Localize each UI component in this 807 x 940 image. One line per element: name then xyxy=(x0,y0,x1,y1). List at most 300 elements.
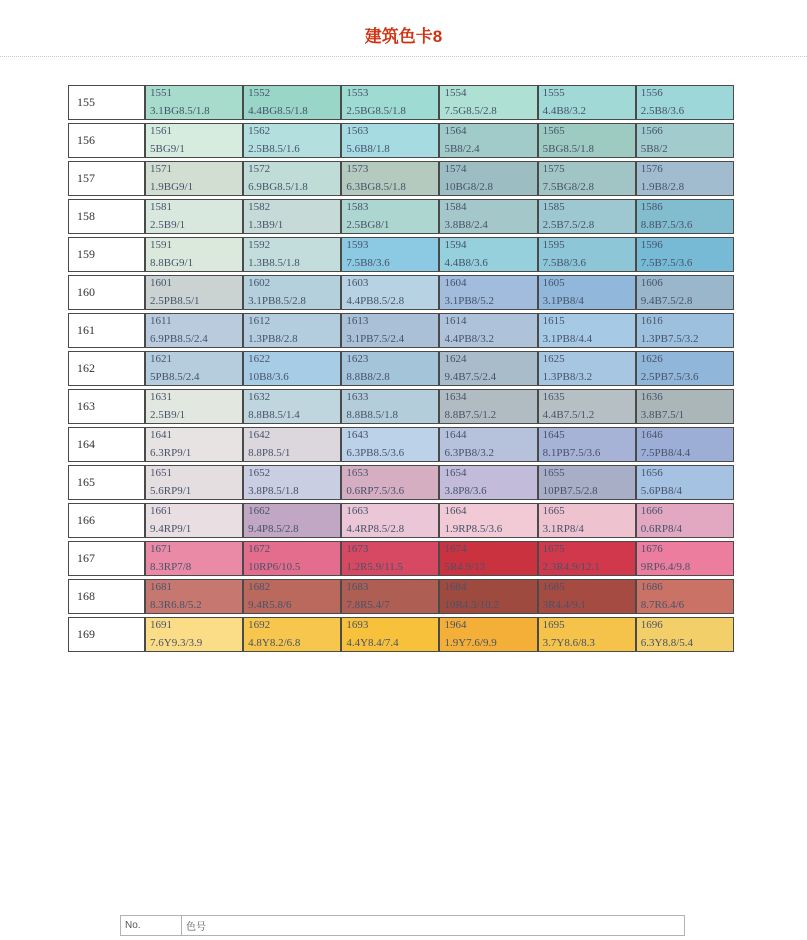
color-swatch xyxy=(439,275,537,310)
color-swatch xyxy=(145,275,243,310)
swatch-content xyxy=(150,467,240,498)
table-row xyxy=(68,237,734,272)
swatch-code: 1672 xyxy=(248,543,271,555)
swatch-code: 1685 xyxy=(542,581,565,593)
swatch-content xyxy=(543,125,633,156)
color-swatch xyxy=(243,351,341,386)
swatch-content xyxy=(543,467,633,498)
swatch-notation: 8.1PB7.5/3.6 xyxy=(542,447,601,459)
color-swatch xyxy=(538,503,636,538)
swatch-code: 1604 xyxy=(444,277,467,289)
color-swatch xyxy=(636,427,734,462)
swatch-notation: 3.8P8/3.6 xyxy=(444,485,487,497)
swatch-code: 1622 xyxy=(248,353,271,365)
color-swatch xyxy=(341,123,439,158)
swatch-content xyxy=(543,581,633,612)
swatch-content xyxy=(543,277,633,308)
swatch-code: 1612 xyxy=(248,315,271,327)
color-swatch xyxy=(636,85,734,120)
swatch-notation: 2.5B8/3.6 xyxy=(640,105,685,117)
color-swatch xyxy=(439,579,537,614)
swatch-content xyxy=(444,505,534,536)
color-swatch xyxy=(636,617,734,652)
swatch-code: 1635 xyxy=(542,391,565,403)
swatch-content xyxy=(543,391,633,422)
swatch-code: 1606 xyxy=(640,277,663,289)
swatch-content xyxy=(346,467,436,498)
swatch-content xyxy=(543,505,633,536)
swatch-notation: 8.8B7.5/3.6 xyxy=(640,219,693,231)
swatch-code: 1556 xyxy=(640,87,663,99)
swatch-code: 1584 xyxy=(444,201,467,213)
table-row xyxy=(68,503,734,538)
swatch-code: 1615 xyxy=(542,315,565,327)
color-swatch xyxy=(145,579,243,614)
color-swatch xyxy=(341,85,439,120)
color-swatch xyxy=(243,275,341,310)
swatch-content xyxy=(444,125,534,156)
color-swatch xyxy=(341,579,439,614)
swatch-code: 1663 xyxy=(346,505,369,517)
swatch-notation: 6.3BG8.5/1.8 xyxy=(346,181,406,193)
swatch-content xyxy=(248,201,338,232)
swatch-notation: 7.5BG8/2.8 xyxy=(542,181,594,193)
swatch-notation: 7.5G8.5/2.8 xyxy=(444,105,497,117)
color-swatch xyxy=(341,313,439,348)
swatch-content xyxy=(248,543,338,574)
swatch-content xyxy=(346,87,436,118)
swatch-notation: 9.4R5.8/6 xyxy=(248,599,292,611)
swatch-notation: 3.1PB8.5/2.8 xyxy=(248,295,306,307)
swatch-content xyxy=(444,543,534,574)
swatch-notation: 2.5B9/1 xyxy=(150,409,186,421)
color-swatch xyxy=(341,427,439,462)
color-swatch xyxy=(439,465,537,500)
swatch-notation: 4.8Y8.2/6.8 xyxy=(248,637,301,649)
swatch-notation: 1.3B9/1 xyxy=(248,219,284,231)
color-swatch xyxy=(439,427,537,462)
swatch-notation: 5R4.9/13 xyxy=(444,561,486,573)
swatch-content xyxy=(444,467,534,498)
swatch-notation: 8.3RP7/8 xyxy=(150,561,192,573)
swatch-content xyxy=(346,353,436,384)
swatch-content xyxy=(346,505,436,536)
color-swatch xyxy=(341,617,439,652)
swatch-code: 1655 xyxy=(542,467,565,479)
color-swatch xyxy=(341,541,439,576)
swatch-code: 1566 xyxy=(640,125,663,137)
table-row xyxy=(68,389,734,424)
color-swatch xyxy=(636,503,734,538)
swatch-content xyxy=(346,429,436,460)
color-swatch xyxy=(439,199,537,234)
row-number: 160 xyxy=(68,275,145,310)
color-swatch xyxy=(538,161,636,196)
swatch-notation: 4.4BG8.5/1.8 xyxy=(248,105,308,117)
swatch-code: 1625 xyxy=(542,353,565,365)
color-swatch xyxy=(341,351,439,386)
swatch-notation: 8.8BG9/1 xyxy=(150,257,194,269)
swatch-notation: 3.8B7.5/1 xyxy=(640,409,685,421)
swatch-content xyxy=(248,125,338,156)
swatch-code: 1586 xyxy=(640,201,663,213)
swatch-content xyxy=(150,619,240,650)
color-swatch xyxy=(636,313,734,348)
swatch-content xyxy=(444,315,534,346)
table-row xyxy=(68,465,734,500)
swatch-notation: 8.8B8/2.8 xyxy=(346,371,390,383)
swatch-code: 1642 xyxy=(248,429,271,441)
swatch-content xyxy=(641,201,731,232)
color-swatch xyxy=(243,579,341,614)
swatch-code: 1665 xyxy=(542,505,565,517)
color-swatch xyxy=(145,313,243,348)
swatch-notation: 1.9Y7.6/9.9 xyxy=(444,637,497,649)
color-swatch xyxy=(538,427,636,462)
color-swatch xyxy=(341,465,439,500)
color-swatch xyxy=(341,503,439,538)
swatch-code: 1581 xyxy=(150,201,172,213)
swatch-notation: 10B8/3.6 xyxy=(248,371,289,383)
swatch-notation: 1.9B8/2.8 xyxy=(640,181,685,193)
swatch-content xyxy=(248,467,338,498)
color-swatch xyxy=(145,465,243,500)
row-number: 162 xyxy=(68,351,145,386)
swatch-code: 1616 xyxy=(640,315,663,327)
swatch-code: 1644 xyxy=(444,429,467,441)
swatch-code: 1645 xyxy=(542,429,565,441)
row-number: 155 xyxy=(68,85,145,120)
table-row xyxy=(68,541,734,576)
color-swatch xyxy=(439,313,537,348)
swatch-content xyxy=(346,125,436,156)
swatch-notation: 1.3PB8/2.8 xyxy=(248,333,298,345)
table-row xyxy=(68,275,734,310)
swatch-code: 1652 xyxy=(248,467,271,479)
table-row xyxy=(68,161,734,196)
color-swatch xyxy=(538,313,636,348)
swatch-content xyxy=(346,581,436,612)
swatch-notation: 0.6RP8/4 xyxy=(640,523,683,535)
swatch-content xyxy=(346,315,436,346)
row-number: 167 xyxy=(68,541,145,576)
swatch-content xyxy=(248,391,338,422)
swatch-content xyxy=(150,505,240,536)
swatch-content xyxy=(444,353,534,384)
swatch-content xyxy=(150,87,240,118)
swatch-content xyxy=(150,429,240,460)
row-number: 166 xyxy=(68,503,145,538)
swatch-code: 1696 xyxy=(640,619,663,631)
swatch-notation: 5.6PB8/4 xyxy=(640,485,683,497)
swatch-notation: 5.6B8/1.8 xyxy=(346,143,390,155)
swatch-code: 1636 xyxy=(640,391,663,403)
color-swatch xyxy=(243,541,341,576)
swatch-content xyxy=(543,353,633,384)
swatch-content xyxy=(248,581,338,612)
swatch-content xyxy=(641,543,731,574)
swatch-code: 1656 xyxy=(640,467,663,479)
swatch-code: 1682 xyxy=(248,581,271,593)
swatch-content xyxy=(444,87,534,118)
swatch-content xyxy=(150,125,240,156)
swatch-content xyxy=(444,429,534,460)
color-swatch xyxy=(145,161,243,196)
color-swatch xyxy=(439,351,537,386)
swatch-notation: 9.4B7.5/2.4 xyxy=(444,371,497,383)
color-swatch xyxy=(341,199,439,234)
swatch-code: 1554 xyxy=(444,87,467,99)
swatch-notation: 6.9BG8.5/1.8 xyxy=(248,181,308,193)
swatch-content xyxy=(150,543,240,574)
swatch-code: 1603 xyxy=(346,277,369,289)
color-swatch xyxy=(243,465,341,500)
swatch-code: 1683 xyxy=(346,581,369,593)
color-swatch xyxy=(538,199,636,234)
table-row xyxy=(68,427,734,462)
row-number: 163 xyxy=(68,389,145,424)
swatch-notation: 4.4PB8/3.2 xyxy=(444,333,494,345)
row-number: 157 xyxy=(68,161,145,196)
color-swatch xyxy=(439,161,537,196)
color-swatch xyxy=(145,389,243,424)
color-swatch xyxy=(636,237,734,272)
swatch-content xyxy=(641,505,731,536)
color-swatch xyxy=(538,275,636,310)
swatch-code: 1631 xyxy=(150,391,172,403)
swatch-content xyxy=(248,353,338,384)
swatch-notation: 5PB8.5/2.4 xyxy=(150,371,200,383)
swatch-content xyxy=(543,201,633,232)
color-swatch xyxy=(538,389,636,424)
color-swatch xyxy=(439,541,537,576)
color-swatch xyxy=(636,199,734,234)
color-swatch xyxy=(243,161,341,196)
swatch-notation: 4.4PB8.5/2.8 xyxy=(346,295,405,307)
swatch-notation: 2.5B7.5/2.8 xyxy=(542,219,595,231)
color-swatch xyxy=(636,541,734,576)
swatch-notation: 2.5PB8.5/1 xyxy=(150,295,200,307)
swatch-code: 1613 xyxy=(346,315,369,327)
color-swatch xyxy=(538,541,636,576)
table-row xyxy=(68,579,734,614)
swatch-notation: 2.5B9/1 xyxy=(150,219,186,231)
swatch-code: 1641 xyxy=(150,429,172,441)
color-swatch xyxy=(439,503,537,538)
swatch-code: 1621 xyxy=(150,353,172,365)
swatch-notation: 3.8P8.5/1.8 xyxy=(248,485,299,497)
swatch-code: 1666 xyxy=(640,505,663,517)
swatch-notation: 4.4RP8.5/2.8 xyxy=(346,523,405,535)
swatch-code: 1592 xyxy=(248,239,271,251)
swatch-code: 1553 xyxy=(346,87,369,99)
swatch-content xyxy=(248,277,338,308)
swatch-content xyxy=(641,619,731,650)
swatch-content xyxy=(444,239,534,270)
color-swatch xyxy=(243,123,341,158)
swatch-code: 1633 xyxy=(346,391,369,403)
swatch-notation: 5BG9/1 xyxy=(150,143,185,155)
swatch-code: 1684 xyxy=(444,581,467,593)
swatch-code: 1552 xyxy=(248,87,271,99)
swatch-notation: 5BG8.5/1.8 xyxy=(542,143,594,155)
swatch-notation: 2.3R4.9/12.1 xyxy=(542,561,600,573)
swatch-notation: 3.7Y8.6/8.3 xyxy=(542,637,595,649)
table-row xyxy=(68,351,734,386)
swatch-code: 1594 xyxy=(444,239,467,251)
color-swatch xyxy=(341,275,439,310)
swatch-code: 1574 xyxy=(444,163,467,175)
swatch-content xyxy=(543,543,633,574)
row-number: 165 xyxy=(68,465,145,500)
swatch-content xyxy=(641,391,731,422)
swatch-code: 1676 xyxy=(640,543,663,555)
swatch-code: 1572 xyxy=(248,163,271,175)
swatch-notation: 9RP6.4/9.8 xyxy=(640,561,691,573)
swatch-code: 1624 xyxy=(444,353,467,365)
swatch-code: 1591 xyxy=(150,239,172,251)
swatch-notation: 6.3Y8.8/5.4 xyxy=(640,637,694,649)
swatch-content xyxy=(248,505,338,536)
color-swatch xyxy=(439,85,537,120)
swatch-notation: 1.9RP8.5/3.6 xyxy=(444,523,503,535)
swatch-content xyxy=(150,353,240,384)
swatch-content xyxy=(444,391,534,422)
swatch-code: 1551 xyxy=(150,87,172,99)
color-swatch xyxy=(538,465,636,500)
table-row xyxy=(68,199,734,234)
swatch-code: 1691 xyxy=(150,619,172,631)
swatch-content xyxy=(444,163,534,194)
swatch-notation: 7.6Y9.3/3.9 xyxy=(150,637,203,649)
color-swatch xyxy=(439,389,537,424)
swatch-code: 1651 xyxy=(150,467,172,479)
color-swatch xyxy=(145,199,243,234)
footer-table xyxy=(120,915,685,936)
swatch-notation: 8.3R6.8/5.2 xyxy=(150,599,202,611)
swatch-notation: 6.3PB8/3.2 xyxy=(444,447,494,459)
color-swatch xyxy=(145,85,243,120)
color-swatch xyxy=(145,541,243,576)
swatch-notation: 1.3PB7.5/3.2 xyxy=(640,333,699,345)
swatch-content xyxy=(248,87,338,118)
color-swatch xyxy=(538,85,636,120)
swatch-content xyxy=(641,353,731,384)
swatch-notation: 7.5B8/3.6 xyxy=(346,257,390,269)
color-card-table-body xyxy=(68,85,734,652)
color-swatch xyxy=(341,389,439,424)
color-swatch xyxy=(243,199,341,234)
swatch-notation: 2.5BG8.5/1.8 xyxy=(346,105,406,117)
swatch-code: 1561 xyxy=(150,125,172,137)
swatch-notation: 8.8P8.5/1 xyxy=(248,447,291,459)
swatch-code: 1673 xyxy=(346,543,369,555)
swatch-notation: 6.3PB8.5/3.6 xyxy=(346,447,405,459)
swatch-code: 1571 xyxy=(150,163,172,175)
swatch-notation: 6.9PB8.5/2.4 xyxy=(150,333,208,345)
swatch-content xyxy=(543,429,633,460)
swatch-notation: 4.4B8/3.6 xyxy=(444,257,488,269)
row-number: 161 xyxy=(68,313,145,348)
swatch-content xyxy=(150,277,240,308)
swatch-content xyxy=(641,581,731,612)
swatch-code: 1595 xyxy=(542,239,565,251)
swatch-notation: 7.5B7.5/3.6 xyxy=(640,257,693,269)
swatch-content xyxy=(543,239,633,270)
color-swatch xyxy=(243,503,341,538)
swatch-code: 1634 xyxy=(444,391,467,403)
row-number: 164 xyxy=(68,427,145,462)
footer-color-label: 色号 xyxy=(182,916,685,936)
swatch-notation: 9.4RP9/1 xyxy=(150,523,192,535)
color-swatch xyxy=(636,123,734,158)
color-swatch xyxy=(439,617,537,652)
swatch-code: 1661 xyxy=(150,505,172,517)
row-number: 156 xyxy=(68,123,145,158)
swatch-content xyxy=(150,391,240,422)
swatch-code: 1576 xyxy=(640,163,663,175)
color-swatch xyxy=(243,313,341,348)
swatch-notation: 1.9BG9/1 xyxy=(150,181,194,193)
swatch-content xyxy=(543,163,633,194)
swatch-content xyxy=(248,619,338,650)
swatch-content xyxy=(543,619,633,650)
swatch-code: 1562 xyxy=(248,125,271,137)
swatch-notation: 9.4B7.5/2.8 xyxy=(640,295,693,307)
color-swatch xyxy=(636,579,734,614)
swatch-content xyxy=(346,391,436,422)
color-swatch xyxy=(243,617,341,652)
row-number: 158 xyxy=(68,199,145,234)
color-swatch xyxy=(636,161,734,196)
swatch-code: 1593 xyxy=(346,239,369,251)
swatch-content xyxy=(346,201,436,232)
color-swatch xyxy=(538,123,636,158)
swatch-notation: 1.3PB8/3.2 xyxy=(542,371,593,383)
swatch-code: 1626 xyxy=(640,353,663,365)
swatch-code: 1674 xyxy=(444,543,467,555)
swatch-notation: 6.3RP9/1 xyxy=(150,447,192,459)
swatch-code: 1671 xyxy=(150,543,172,555)
swatch-notation: 2.5B8.5/1.6 xyxy=(248,143,300,155)
swatch-notation: 3.1RP8/4 xyxy=(542,523,584,535)
swatch-notation: 10PB7.5/2.8 xyxy=(542,485,598,497)
swatch-content xyxy=(346,239,436,270)
swatch-notation: 0.6RP7.5/3.6 xyxy=(346,485,405,497)
swatch-content xyxy=(444,619,534,650)
swatch-content xyxy=(346,163,436,194)
swatch-notation: 1.3B8.5/1.8 xyxy=(248,257,300,269)
swatch-notation: 8.8B8.5/1.4 xyxy=(248,409,300,421)
color-swatch xyxy=(636,389,734,424)
swatch-code: 1596 xyxy=(640,239,663,251)
swatch-content xyxy=(150,239,240,270)
swatch-notation: 4.4B7.5/1.2 xyxy=(542,409,595,421)
swatch-content xyxy=(346,543,436,574)
swatch-code: 1564 xyxy=(444,125,467,137)
color-swatch xyxy=(145,503,243,538)
swatch-notation: 7.8R5.4/7 xyxy=(346,599,390,611)
swatch-code: 1695 xyxy=(542,619,565,631)
swatch-content xyxy=(248,239,338,270)
row-number: 169 xyxy=(68,617,145,652)
swatch-content xyxy=(641,163,731,194)
color-swatch xyxy=(636,465,734,500)
swatch-notation: 3.1PB8/4.4 xyxy=(542,333,593,345)
swatch-code: 1693 xyxy=(346,619,369,631)
color-swatch xyxy=(145,237,243,272)
swatch-notation: 5B8/2.4 xyxy=(444,143,480,155)
